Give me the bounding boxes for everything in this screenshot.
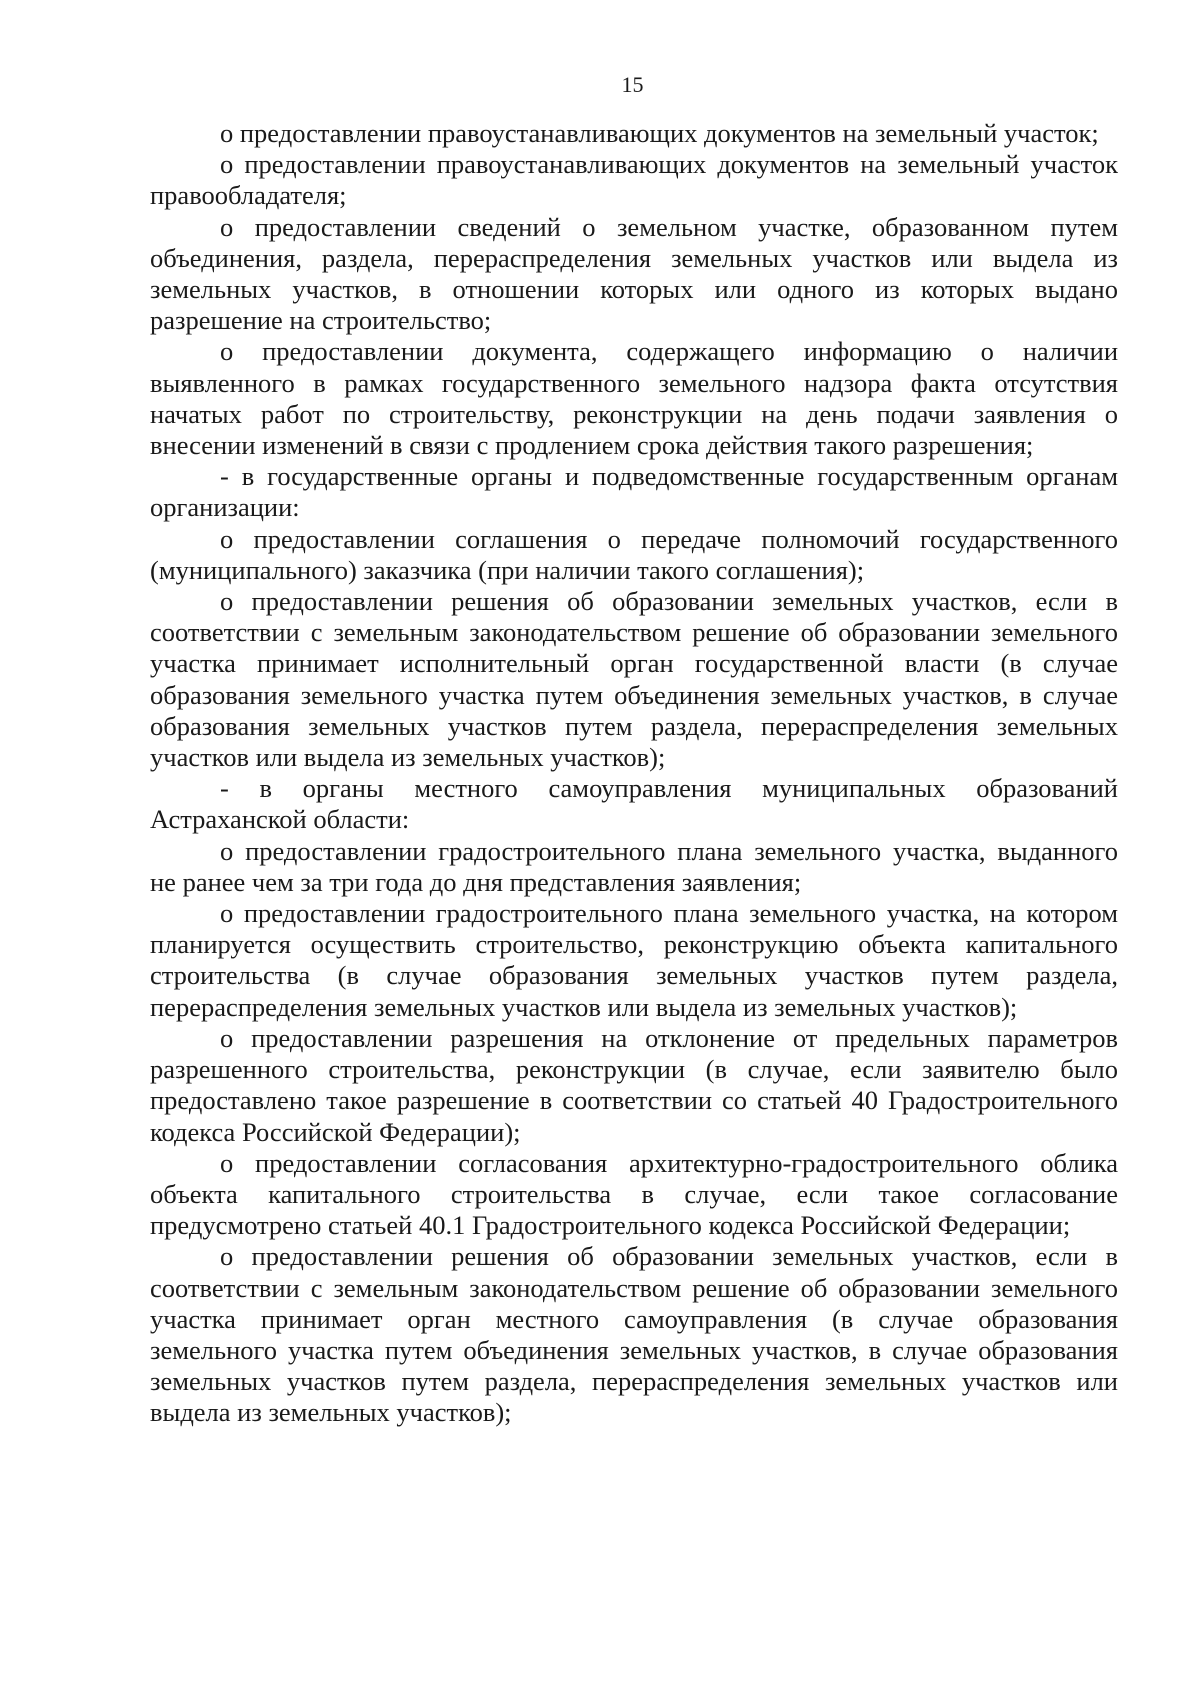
paragraph: о предоставлении правоустанавливающих документов на земельный участок; — [220, 118, 1099, 148]
paragraph: - в органы местного самоуправления муниципальных образований Астраханской области: — [150, 773, 1118, 835]
paragraph: о предоставлении разрешения на отклонение от предельных параметров разрешенного строительства, реконструкции (в случае, если заявителю было предоставлено такое разрешение в соответствии со статьей 40 Градостроительного кодекса Российской Федерации); — [150, 1022, 1118, 1147]
paragraph: о предоставлении решения об образовании земельных участков, если в соответствии с земельным законодательством решение об образовании земельного участка принимает орган местного самоуправления (в случае образования земельного участка путем объединения земельных участков, в случае образования земельных участков путем раздела, перераспределения земельных участков или выдела из земельных участков); — [150, 1241, 1118, 1428]
paragraph: о предоставлении решения об образовании земельных участков, если в соответствии с земельным законодательством решение об образовании земельного участка принимает исполнительный орган государственной власти (в случае образования земельного участка путем объединения земельных участков, в случае образования земельных участков путем раздела, перераспределения земельных участков или выдела из земельных участков); — [150, 586, 1118, 773]
page-number: 15 — [621, 72, 644, 97]
document-body — [150, 118, 1118, 1429]
paragraph: о предоставлении соглашения о передаче полномочий государственного (муниципального) заказчика (при наличии такого соглашения); — [150, 523, 1118, 585]
paragraph: о предоставлении градостроительного плана земельного участка, выданного не ранее чем за три года до дня представления заявления; — [150, 835, 1118, 897]
paragraph: о предоставлении сведений о земельном участке, образованном путем объединения, раздела, перераспределения земельных участков или выдела из земельных участков, в отношении которых или одного из которых выдано разрешение на строительство; — [150, 211, 1118, 336]
paragraph: о предоставлении согласования архитектурно-градостроительного облика объекта капитального строительства в случае, если такое согласование предусмотрено статьей 40.1 Градостроительного кодекса Российской Федерации; — [150, 1147, 1118, 1241]
paragraph: - в государственные органы и подведомственные государственным органам организации: — [150, 461, 1118, 523]
paragraph: о предоставлении правоустанавливающих документов на земельный участок правообладателя; — [150, 149, 1118, 211]
paragraph: о предоставлении градостроительного плана земельного участка, на котором планируется осуществить строительство, реконструкцию объекта капитального строительства (в случае образования земельных участков путем раздела, перераспределения земельных участков или выдела из земельных участков); — [150, 898, 1118, 1022]
paragraph: о предоставлении документа, содержащего информацию о наличии выявленного в рамках государственного земельного надзора факта отсутствия начатых работ по строительству, реконструкции на день подачи заявления о внесении изменений в связи с продлением срока действия такого разрешения; — [150, 336, 1118, 461]
